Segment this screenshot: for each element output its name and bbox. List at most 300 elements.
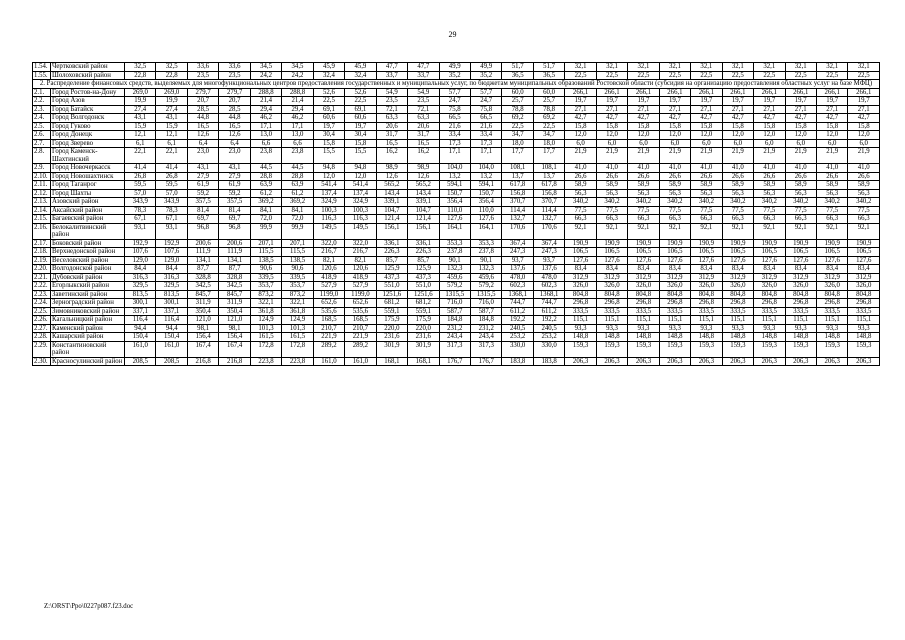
row-value: 190,9 xyxy=(596,239,627,248)
row-value: 22,1 xyxy=(125,148,156,164)
row-value: 72,0 xyxy=(250,215,281,224)
row-value: 333,5 xyxy=(565,307,596,316)
row-value: 353,3 xyxy=(470,239,501,248)
table-row xyxy=(33,105,880,114)
row-value: 59,5 xyxy=(125,181,156,190)
row-value: 63,3 xyxy=(408,114,439,123)
row-value: 115,1 xyxy=(816,316,847,325)
row-value: 132,3 xyxy=(439,265,470,274)
row-value: 339,5 xyxy=(282,273,313,282)
row-value: 149,5 xyxy=(345,223,376,239)
row-value: 83,4 xyxy=(691,265,722,274)
row-name: Красносулинский район xyxy=(51,357,125,366)
row-value: 121,4 xyxy=(408,215,439,224)
row-value: 190,9 xyxy=(785,239,816,248)
row-code: 2.10. xyxy=(33,172,51,181)
row-value: 92,1 xyxy=(785,223,816,239)
row-value: 340,2 xyxy=(565,198,596,207)
row-value: 93,7 xyxy=(502,256,533,265)
row-value: 279,7 xyxy=(187,88,218,97)
row-code: 2.25. xyxy=(33,307,51,316)
row-value: 32,1 xyxy=(659,63,690,72)
row-name: Город Ростов-на-Дону xyxy=(51,88,125,97)
row-value: 115,1 xyxy=(565,316,596,325)
row-value: 253,2 xyxy=(502,333,533,342)
row-value: 813,5 xyxy=(156,290,187,299)
row-value: 59,5 xyxy=(156,181,187,190)
row-value: 83,4 xyxy=(754,265,785,274)
row-value: 23,0 xyxy=(187,148,218,164)
row-value: 15,8 xyxy=(691,122,722,131)
row-value: 87,7 xyxy=(219,265,250,274)
row-value: 49,9 xyxy=(470,63,501,72)
table-row xyxy=(33,206,880,215)
row-value: 288,8 xyxy=(282,88,313,97)
row-value: 328,8 xyxy=(219,273,250,282)
row-value: 63,9 xyxy=(250,181,281,190)
table-row xyxy=(33,239,880,248)
row-value: 127,6 xyxy=(439,215,470,224)
row-value: 15,8 xyxy=(313,139,344,148)
row-value: 13,0 xyxy=(250,131,281,140)
row-value: 247,3 xyxy=(533,248,564,257)
row-value: 23,5 xyxy=(408,97,439,106)
row-name: Город Азов xyxy=(51,97,125,106)
row-value: 161,0 xyxy=(156,341,187,357)
row-value: 12,0 xyxy=(565,131,596,140)
row-name: Боковский район xyxy=(51,239,125,248)
row-value: 115,1 xyxy=(659,316,690,325)
row-value: 93,3 xyxy=(754,324,785,333)
row-value: 29,4 xyxy=(282,105,313,114)
row-value: 161,0 xyxy=(125,341,156,357)
row-value: 93,3 xyxy=(816,324,847,333)
row-value: 92,1 xyxy=(691,223,722,239)
row-value: 45,9 xyxy=(313,63,344,72)
row-value: 67,1 xyxy=(156,215,187,224)
row-value: 326,0 xyxy=(691,282,722,291)
row-value: 32,1 xyxy=(754,63,785,72)
row-value: 24,7 xyxy=(470,97,501,106)
row-value: 312,9 xyxy=(816,273,847,282)
row-value: 266,1 xyxy=(816,88,847,97)
row-code: 2.5. xyxy=(33,122,51,131)
row-value: 12,6 xyxy=(376,172,407,181)
row-value: 6,0 xyxy=(848,139,880,148)
row-value: 16,5 xyxy=(219,122,250,131)
row-name: Чертковский район xyxy=(51,63,125,72)
row-value: 184,8 xyxy=(470,316,501,325)
row-value: 44,5 xyxy=(282,164,313,173)
row-value: 340,2 xyxy=(785,198,816,207)
row-value: 565,2 xyxy=(376,181,407,190)
section-heading: 2. Распределение финансовых средств, выделяемых для многофункциональных центров предоставления государственных и муниципальных услуг, по бюджетам муниципальных образований Ростовской области (субсидия на организацию предоставления областных услуг на базе МФЦ) xyxy=(33,80,880,89)
row-value: 6,0 xyxy=(754,139,785,148)
row-value: 206,3 xyxy=(691,357,722,366)
row-value: 66,3 xyxy=(565,215,596,224)
row-value: 26,8 xyxy=(125,172,156,181)
row-code: 2.2. xyxy=(33,97,51,106)
row-value: 66,5 xyxy=(439,114,470,123)
row-value: 129,0 xyxy=(125,256,156,265)
row-value: 83,4 xyxy=(659,265,690,274)
row-value: 134,1 xyxy=(187,256,218,265)
row-value: 81,4 xyxy=(187,206,218,215)
row-value: 93,3 xyxy=(722,324,753,333)
row-value: 58,9 xyxy=(722,181,753,190)
row-value: 535,6 xyxy=(313,307,344,316)
row-value: 137,4 xyxy=(313,189,344,198)
row-value: 156,8 xyxy=(502,189,533,198)
row-value: 31,7 xyxy=(376,131,407,140)
row-value: 44,8 xyxy=(219,114,250,123)
row-value: 296,8 xyxy=(816,299,847,308)
row-value: 804,8 xyxy=(596,290,627,299)
row-code: 2.15. xyxy=(33,215,51,224)
row-name: Белокалитвинский район xyxy=(51,223,125,239)
row-value: 107,6 xyxy=(125,248,156,257)
row-value: 176,7 xyxy=(470,357,501,366)
row-value: 266,1 xyxy=(754,88,785,97)
row-value: 17,3 xyxy=(439,139,470,148)
row-value: 161,0 xyxy=(313,357,344,366)
row-value: 150,7 xyxy=(470,189,501,198)
row-value: 336,1 xyxy=(408,239,439,248)
row-value: 296,8 xyxy=(659,299,690,308)
row-value: 1368,1 xyxy=(502,290,533,299)
row-value: 99,9 xyxy=(250,223,281,239)
row-value: 32,5 xyxy=(125,63,156,72)
row-value: 106,5 xyxy=(659,248,690,257)
row-name: Волгодонской район xyxy=(51,265,125,274)
row-value: 83,4 xyxy=(848,265,880,274)
row-value: 18,0 xyxy=(533,139,564,148)
row-value: 93,3 xyxy=(628,324,659,333)
row-value: 58,9 xyxy=(596,181,627,190)
row-value: 60,0 xyxy=(533,88,564,97)
row-value: 110,0 xyxy=(439,206,470,215)
row-value: 69,7 xyxy=(187,215,218,224)
row-value: 96,8 xyxy=(219,223,250,239)
row-value: 12,0 xyxy=(596,131,627,140)
row-value: 587,7 xyxy=(439,307,470,316)
row-name: Город Таганрог xyxy=(51,181,125,190)
row-value: 27,4 xyxy=(125,105,156,114)
row-code: 2.8. xyxy=(33,148,51,164)
row-code: 2.9. xyxy=(33,164,51,173)
row-value: 326,0 xyxy=(754,282,785,291)
row-value: 339,1 xyxy=(408,198,439,207)
row-value: 90,1 xyxy=(470,256,501,265)
row-value: 13,7 xyxy=(533,172,564,181)
row-value: 27,1 xyxy=(596,105,627,114)
row-value: 223,8 xyxy=(250,357,281,366)
row-value: 602,3 xyxy=(502,282,533,291)
row-value: 66,3 xyxy=(596,215,627,224)
row-code: 2.27. xyxy=(33,324,51,333)
row-value: 29,4 xyxy=(250,105,281,114)
row-value: 83,4 xyxy=(628,265,659,274)
row-value: 23,5 xyxy=(376,97,407,106)
table-row xyxy=(33,97,880,106)
row-value: 296,8 xyxy=(596,299,627,308)
row-value: 12,0 xyxy=(345,172,376,181)
row-value: 361,8 xyxy=(250,307,281,316)
row-value: 22,5 xyxy=(345,97,376,106)
row-value: 143,4 xyxy=(408,189,439,198)
row-value: 266,1 xyxy=(691,88,722,97)
row-value: 279,7 xyxy=(219,88,250,97)
row-value: 459,6 xyxy=(470,273,501,282)
table-row xyxy=(33,273,880,282)
row-value: 93,1 xyxy=(156,223,187,239)
row-value: 77,5 xyxy=(722,206,753,215)
row-value: 22,5 xyxy=(533,122,564,131)
row-value: 19,7 xyxy=(313,122,344,131)
row-value: 21,9 xyxy=(754,148,785,164)
row-value: 57,0 xyxy=(125,189,156,198)
row-value: 33,4 xyxy=(439,131,470,140)
row-value: 78,8 xyxy=(502,105,533,114)
table-row xyxy=(33,71,880,80)
row-value: 27,1 xyxy=(754,105,785,114)
row-value: 12,0 xyxy=(628,131,659,140)
row-value: 208,5 xyxy=(156,357,187,366)
row-value: 148,8 xyxy=(628,333,659,342)
row-name: Аксайский район xyxy=(51,206,125,215)
row-value: 565,2 xyxy=(408,181,439,190)
row-value: 418,9 xyxy=(313,273,344,282)
row-name: Кашарский район xyxy=(51,333,125,342)
row-value: 32,1 xyxy=(691,63,722,72)
row-value: 69,2 xyxy=(533,114,564,123)
row-value: 247,3 xyxy=(502,248,533,257)
row-value: 168,1 xyxy=(376,357,407,366)
row-value: 167,4 xyxy=(187,341,218,357)
row-value: 98,1 xyxy=(187,324,218,333)
row-value: 127,6 xyxy=(816,256,847,265)
row-value: 312,9 xyxy=(754,273,785,282)
row-value: 42,7 xyxy=(565,114,596,123)
row-value: 66,3 xyxy=(754,215,785,224)
row-value: 15,5 xyxy=(313,148,344,164)
table-row xyxy=(33,282,880,291)
row-value: 156,1 xyxy=(408,223,439,239)
row-value: 437,3 xyxy=(376,273,407,282)
row-value: 59,2 xyxy=(219,189,250,198)
table-row xyxy=(33,333,880,342)
row-value: 66,3 xyxy=(722,215,753,224)
row-value: 342,5 xyxy=(219,282,250,291)
row-value: 101,3 xyxy=(282,324,313,333)
row-value: 322,1 xyxy=(282,299,313,308)
row-value: 17,1 xyxy=(282,122,313,131)
row-value: 527,9 xyxy=(313,282,344,291)
row-value: 617,8 xyxy=(502,181,533,190)
row-value: 21,4 xyxy=(282,97,313,106)
table-row xyxy=(33,131,880,140)
row-value: 58,9 xyxy=(691,181,722,190)
row-value: 127,6 xyxy=(470,215,501,224)
row-value: 744,7 xyxy=(533,299,564,308)
row-value: 42,7 xyxy=(848,114,880,123)
row-value: 69,2 xyxy=(502,114,533,123)
row-value: 52,6 xyxy=(313,88,344,97)
row-value: 27,9 xyxy=(187,172,218,181)
row-value: 579,2 xyxy=(470,282,501,291)
row-code: 2.24. xyxy=(33,299,51,308)
row-value: 27,9 xyxy=(219,172,250,181)
row-value: 72,1 xyxy=(408,105,439,114)
row-value: 20,6 xyxy=(376,122,407,131)
row-value: 92,1 xyxy=(596,223,627,239)
row-value: 19,7 xyxy=(722,97,753,106)
row-value: 206,3 xyxy=(754,357,785,366)
row-value: 296,8 xyxy=(754,299,785,308)
row-value: 41,0 xyxy=(628,164,659,173)
row-value: 210,7 xyxy=(313,324,344,333)
row-value: 143,4 xyxy=(376,189,407,198)
row-value: 56,3 xyxy=(848,189,880,198)
row-value: 58,9 xyxy=(754,181,785,190)
row-value: 240,5 xyxy=(533,324,564,333)
row-name: Город Зверево xyxy=(51,139,125,148)
row-value: 127,6 xyxy=(848,256,880,265)
row-value: 340,2 xyxy=(816,198,847,207)
row-value: 1368,1 xyxy=(533,290,564,299)
row-value: 27,1 xyxy=(565,105,596,114)
row-value: 82,1 xyxy=(345,256,376,265)
row-value: 312,9 xyxy=(628,273,659,282)
row-code: 2.30. xyxy=(33,357,51,366)
row-value: 22,5 xyxy=(502,122,533,131)
row-value: 22,5 xyxy=(691,71,722,80)
row-value: 21,9 xyxy=(848,148,880,164)
row-value: 93,3 xyxy=(691,324,722,333)
table-row xyxy=(33,172,880,181)
row-value: 369,2 xyxy=(250,198,281,207)
row-value: 15,8 xyxy=(659,122,690,131)
row-value: 296,8 xyxy=(691,299,722,308)
row-value: 340,2 xyxy=(848,198,880,207)
row-value: 108,1 xyxy=(533,164,564,173)
row-value: 41,4 xyxy=(156,164,187,173)
row-value: 32,1 xyxy=(628,63,659,72)
table-row xyxy=(33,114,880,123)
row-value: 93,7 xyxy=(533,256,564,265)
row-value: 226,3 xyxy=(376,248,407,257)
row-value: 208,5 xyxy=(125,357,156,366)
row-value: 77,5 xyxy=(659,206,690,215)
row-value: 106,5 xyxy=(754,248,785,257)
row-value: 6,1 xyxy=(125,139,156,148)
row-value: 15,8 xyxy=(754,122,785,131)
row-value: 149,5 xyxy=(313,223,344,239)
row-value: 21,9 xyxy=(628,148,659,164)
row-value: 13,7 xyxy=(502,172,533,181)
row-value: 115,5 xyxy=(250,248,281,257)
row-value: 159,3 xyxy=(659,341,690,357)
row-value: 148,8 xyxy=(848,333,880,342)
row-value: 32,1 xyxy=(596,63,627,72)
row-value: 12,6 xyxy=(187,131,218,140)
row-value: 206,3 xyxy=(816,357,847,366)
row-value: 356,4 xyxy=(470,198,501,207)
row-value: 23,5 xyxy=(219,71,250,80)
row-value: 84,4 xyxy=(156,265,187,274)
row-value: 6,4 xyxy=(219,139,250,148)
row-value: 478,0 xyxy=(502,273,533,282)
row-value: 57,7 xyxy=(470,88,501,97)
section-heading-row xyxy=(33,80,880,89)
row-value: 326,0 xyxy=(659,282,690,291)
row-value: 43,1 xyxy=(125,114,156,123)
row-value: 156,1 xyxy=(376,223,407,239)
row-value: 6,0 xyxy=(628,139,659,148)
row-value: 66,3 xyxy=(816,215,847,224)
row-value: 26,6 xyxy=(565,172,596,181)
table-row xyxy=(33,122,880,131)
row-name: Шолоховский район xyxy=(51,71,125,80)
row-value: 46,2 xyxy=(282,114,313,123)
row-value: 296,8 xyxy=(848,299,880,308)
row-value: 322,0 xyxy=(345,239,376,248)
row-value: 83,4 xyxy=(816,265,847,274)
row-value: 32,5 xyxy=(156,63,187,72)
row-value: 357,5 xyxy=(187,198,218,207)
row-value: 33,4 xyxy=(470,131,501,140)
row-value: 266,1 xyxy=(565,88,596,97)
row-value: 23,8 xyxy=(250,148,281,164)
row-value: 527,9 xyxy=(345,282,376,291)
row-value: 63,3 xyxy=(376,114,407,123)
row-value: 23,8 xyxy=(282,148,313,164)
row-code: 2.18. xyxy=(33,248,51,257)
row-name: Город Батайск xyxy=(51,105,125,114)
row-value: 90,6 xyxy=(282,265,313,274)
row-value: 34,7 xyxy=(502,131,533,140)
row-value: 77,5 xyxy=(785,206,816,215)
row-name: Город Гуково xyxy=(51,122,125,131)
row-value: 42,7 xyxy=(722,114,753,123)
row-value: 337,1 xyxy=(125,307,156,316)
row-value: 85,7 xyxy=(408,256,439,265)
row-value: 353,7 xyxy=(282,282,313,291)
row-value: 47,7 xyxy=(376,63,407,72)
row-value: 266,1 xyxy=(659,88,690,97)
table-row xyxy=(33,290,880,299)
row-value: 350,4 xyxy=(187,307,218,316)
page-number: 29 xyxy=(448,30,457,39)
row-value: 328,8 xyxy=(187,273,218,282)
row-value: 34,5 xyxy=(250,63,281,72)
row-name: Заветинский район xyxy=(51,290,125,299)
row-value: 90,6 xyxy=(250,265,281,274)
row-value: 85,7 xyxy=(376,256,407,265)
row-value: 69,1 xyxy=(313,105,344,114)
row-value: 804,8 xyxy=(754,290,785,299)
row-value: 301,9 xyxy=(408,341,439,357)
row-value: 21,9 xyxy=(565,148,596,164)
row-value: 137,6 xyxy=(533,265,564,274)
row-value: 42,7 xyxy=(754,114,785,123)
row-value: 326,0 xyxy=(848,282,880,291)
row-value: 324,9 xyxy=(345,198,376,207)
row-value: 326,0 xyxy=(596,282,627,291)
row-value: 116,3 xyxy=(345,215,376,224)
row-value: 75,8 xyxy=(439,105,470,114)
row-value: 804,8 xyxy=(722,290,753,299)
